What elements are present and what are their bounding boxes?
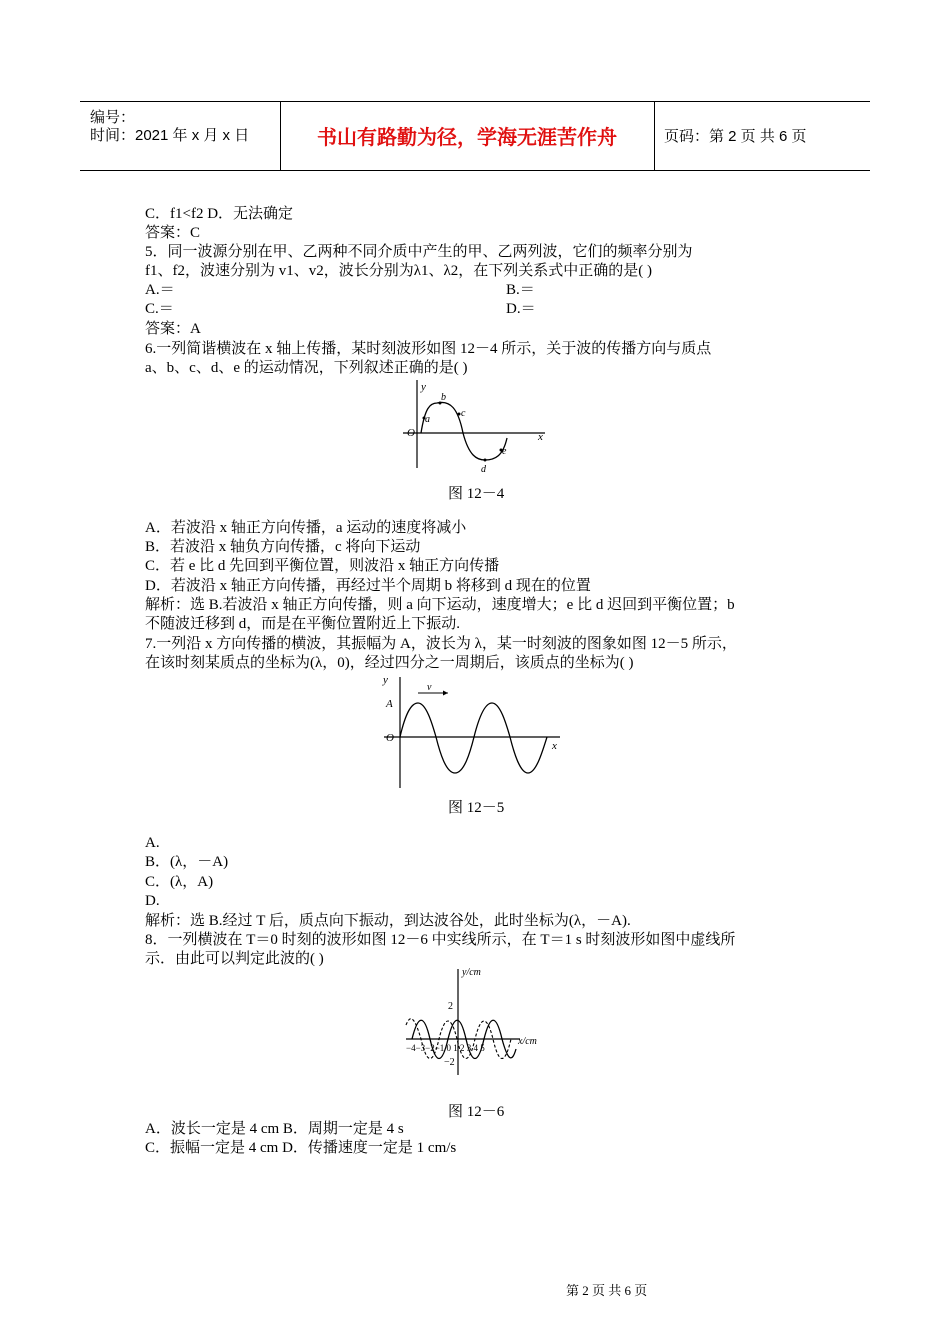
header-info-cell bbox=[80, 102, 281, 170]
text-line: B.＝ bbox=[506, 282, 535, 298]
text-line: C．f1<f2 D．无法确定 bbox=[145, 206, 294, 222]
fig4-y-label: y bbox=[421, 381, 426, 393]
text-line: 解析：选 B.经过 T 后，质点向下振动，到达波谷处，此时坐标为(λ，－A). bbox=[145, 913, 631, 929]
text-line: 答案：A bbox=[145, 321, 201, 337]
fig4-origin-label: O bbox=[407, 427, 415, 439]
header-motto: 书山有路勤为径，学海无涯苦作舟 bbox=[280, 102, 655, 170]
fig5-x-label: x bbox=[552, 740, 557, 752]
fig6-plus2-label: 2 bbox=[448, 1001, 453, 1012]
text-line: a、b、c、d、e 的运动情况，下列叙述正确的是( ) bbox=[145, 360, 468, 376]
header-page-label: 页码：第 2 页 共 6 页 bbox=[664, 128, 807, 145]
text-line: D. bbox=[145, 893, 160, 909]
fig6-minus2-label: −2 bbox=[444, 1057, 455, 1068]
text-line: 6.一列简谐横波在 x 轴上传播，某时刻波形如图 12－4 所示，关于波的传播方向与质点 bbox=[145, 341, 712, 357]
figure-caption: 图 12－6 bbox=[448, 1104, 505, 1120]
text-line: A. bbox=[145, 835, 160, 851]
fig5-v-label: v bbox=[427, 682, 432, 693]
figure-caption: 图 12－4 bbox=[448, 486, 505, 502]
text-line: A．波长一定是 4 cm B．周期一定是 4 s bbox=[145, 1121, 404, 1137]
fig5-a-label: A bbox=[386, 698, 393, 710]
fig4-x-label: x bbox=[538, 431, 543, 443]
fig4-b-label: b bbox=[441, 392, 446, 403]
text-line: 示．由此可以判定此波的( ) bbox=[145, 951, 324, 967]
text-line: 在该时刻某质点的坐标为(λ，0)，经过四分之一周期后，该质点的坐标为( ) bbox=[145, 655, 634, 671]
text-line: D．若波沿 x 轴正方向传播，再经过半个周期 b 将移到 d 现在的位置 bbox=[145, 578, 591, 594]
fig4-c-label: c bbox=[461, 408, 466, 419]
fig6-y-label: y/cm bbox=[462, 967, 481, 978]
fig6-x-label: x/cm bbox=[518, 1036, 537, 1047]
text-line: C．(λ，A) bbox=[145, 874, 214, 890]
text-line: C．若 e 比 d 先回到平衡位置，则波沿 x 轴正方向传播 bbox=[145, 558, 500, 574]
text-line: 不随波迁移到 d，而是在平衡位置附近上下振动. bbox=[145, 616, 461, 632]
figure-12-5 bbox=[380, 673, 565, 793]
text-line: 5．同一波源分别在甲、乙两种不同介质中产生的甲、乙两列波，它们的频率分别为 bbox=[145, 244, 693, 260]
text-line: 答案：C bbox=[145, 225, 201, 241]
text-line: D.＝ bbox=[506, 301, 536, 317]
text-line: C．振幅一定是 4 cm D．传播速度一定是 1 cm/s bbox=[145, 1140, 457, 1156]
fig5-origin-label: O bbox=[386, 732, 394, 744]
fig5-y-label: y bbox=[383, 674, 388, 686]
fig4-a-label: a bbox=[425, 414, 430, 425]
figure-12-4 bbox=[395, 378, 555, 473]
text-line: B．若波沿 x 轴负方向传播，c 将向下运动 bbox=[145, 539, 421, 555]
figure-caption: 图 12－5 bbox=[448, 800, 505, 816]
page-header bbox=[80, 101, 870, 171]
date-label: 时间：2021 年 x 月 x 日 bbox=[90, 127, 250, 144]
text-line: f1、f2，波速分别为 v1、v2，波长分别为λ1、λ2，在下列关系式中正确的是( ) bbox=[145, 263, 653, 279]
fig6-tick-labels: −4−3−2−1 0 1 2 3 4 5 bbox=[406, 1043, 485, 1053]
fig4-d-label: d bbox=[481, 464, 486, 473]
text-line: A.＝ bbox=[145, 282, 175, 298]
text-line: 7.一列沿 x 方向传播的横波，其振幅为 A，波长为 λ，某一时刻波的图象如图 12－5 所示， bbox=[145, 636, 737, 652]
fig4-e-label: e bbox=[502, 446, 507, 457]
figure-12-6 bbox=[400, 965, 550, 1080]
text-line: B．(λ，－A) bbox=[145, 854, 229, 870]
page-footer: 第 2 页 共 6 页 bbox=[566, 1283, 648, 1298]
code-label: 编号： bbox=[90, 109, 136, 126]
text-line: A．若波沿 x 轴正方向传播，a 运动的速度将减小 bbox=[145, 520, 467, 536]
text-line: 解析：选 B.若波沿 x 轴正方向传播，则 a 向下运动，速度增大；e 比 d 迟回到平衡位置；b bbox=[145, 597, 735, 613]
text-line: 8．一列横波在 T＝0 时刻的波形如图 12－6 中实线所示，在 T＝1 s 时刻波形如图中虚线所 bbox=[145, 932, 736, 948]
text-line: C.＝ bbox=[145, 301, 174, 317]
